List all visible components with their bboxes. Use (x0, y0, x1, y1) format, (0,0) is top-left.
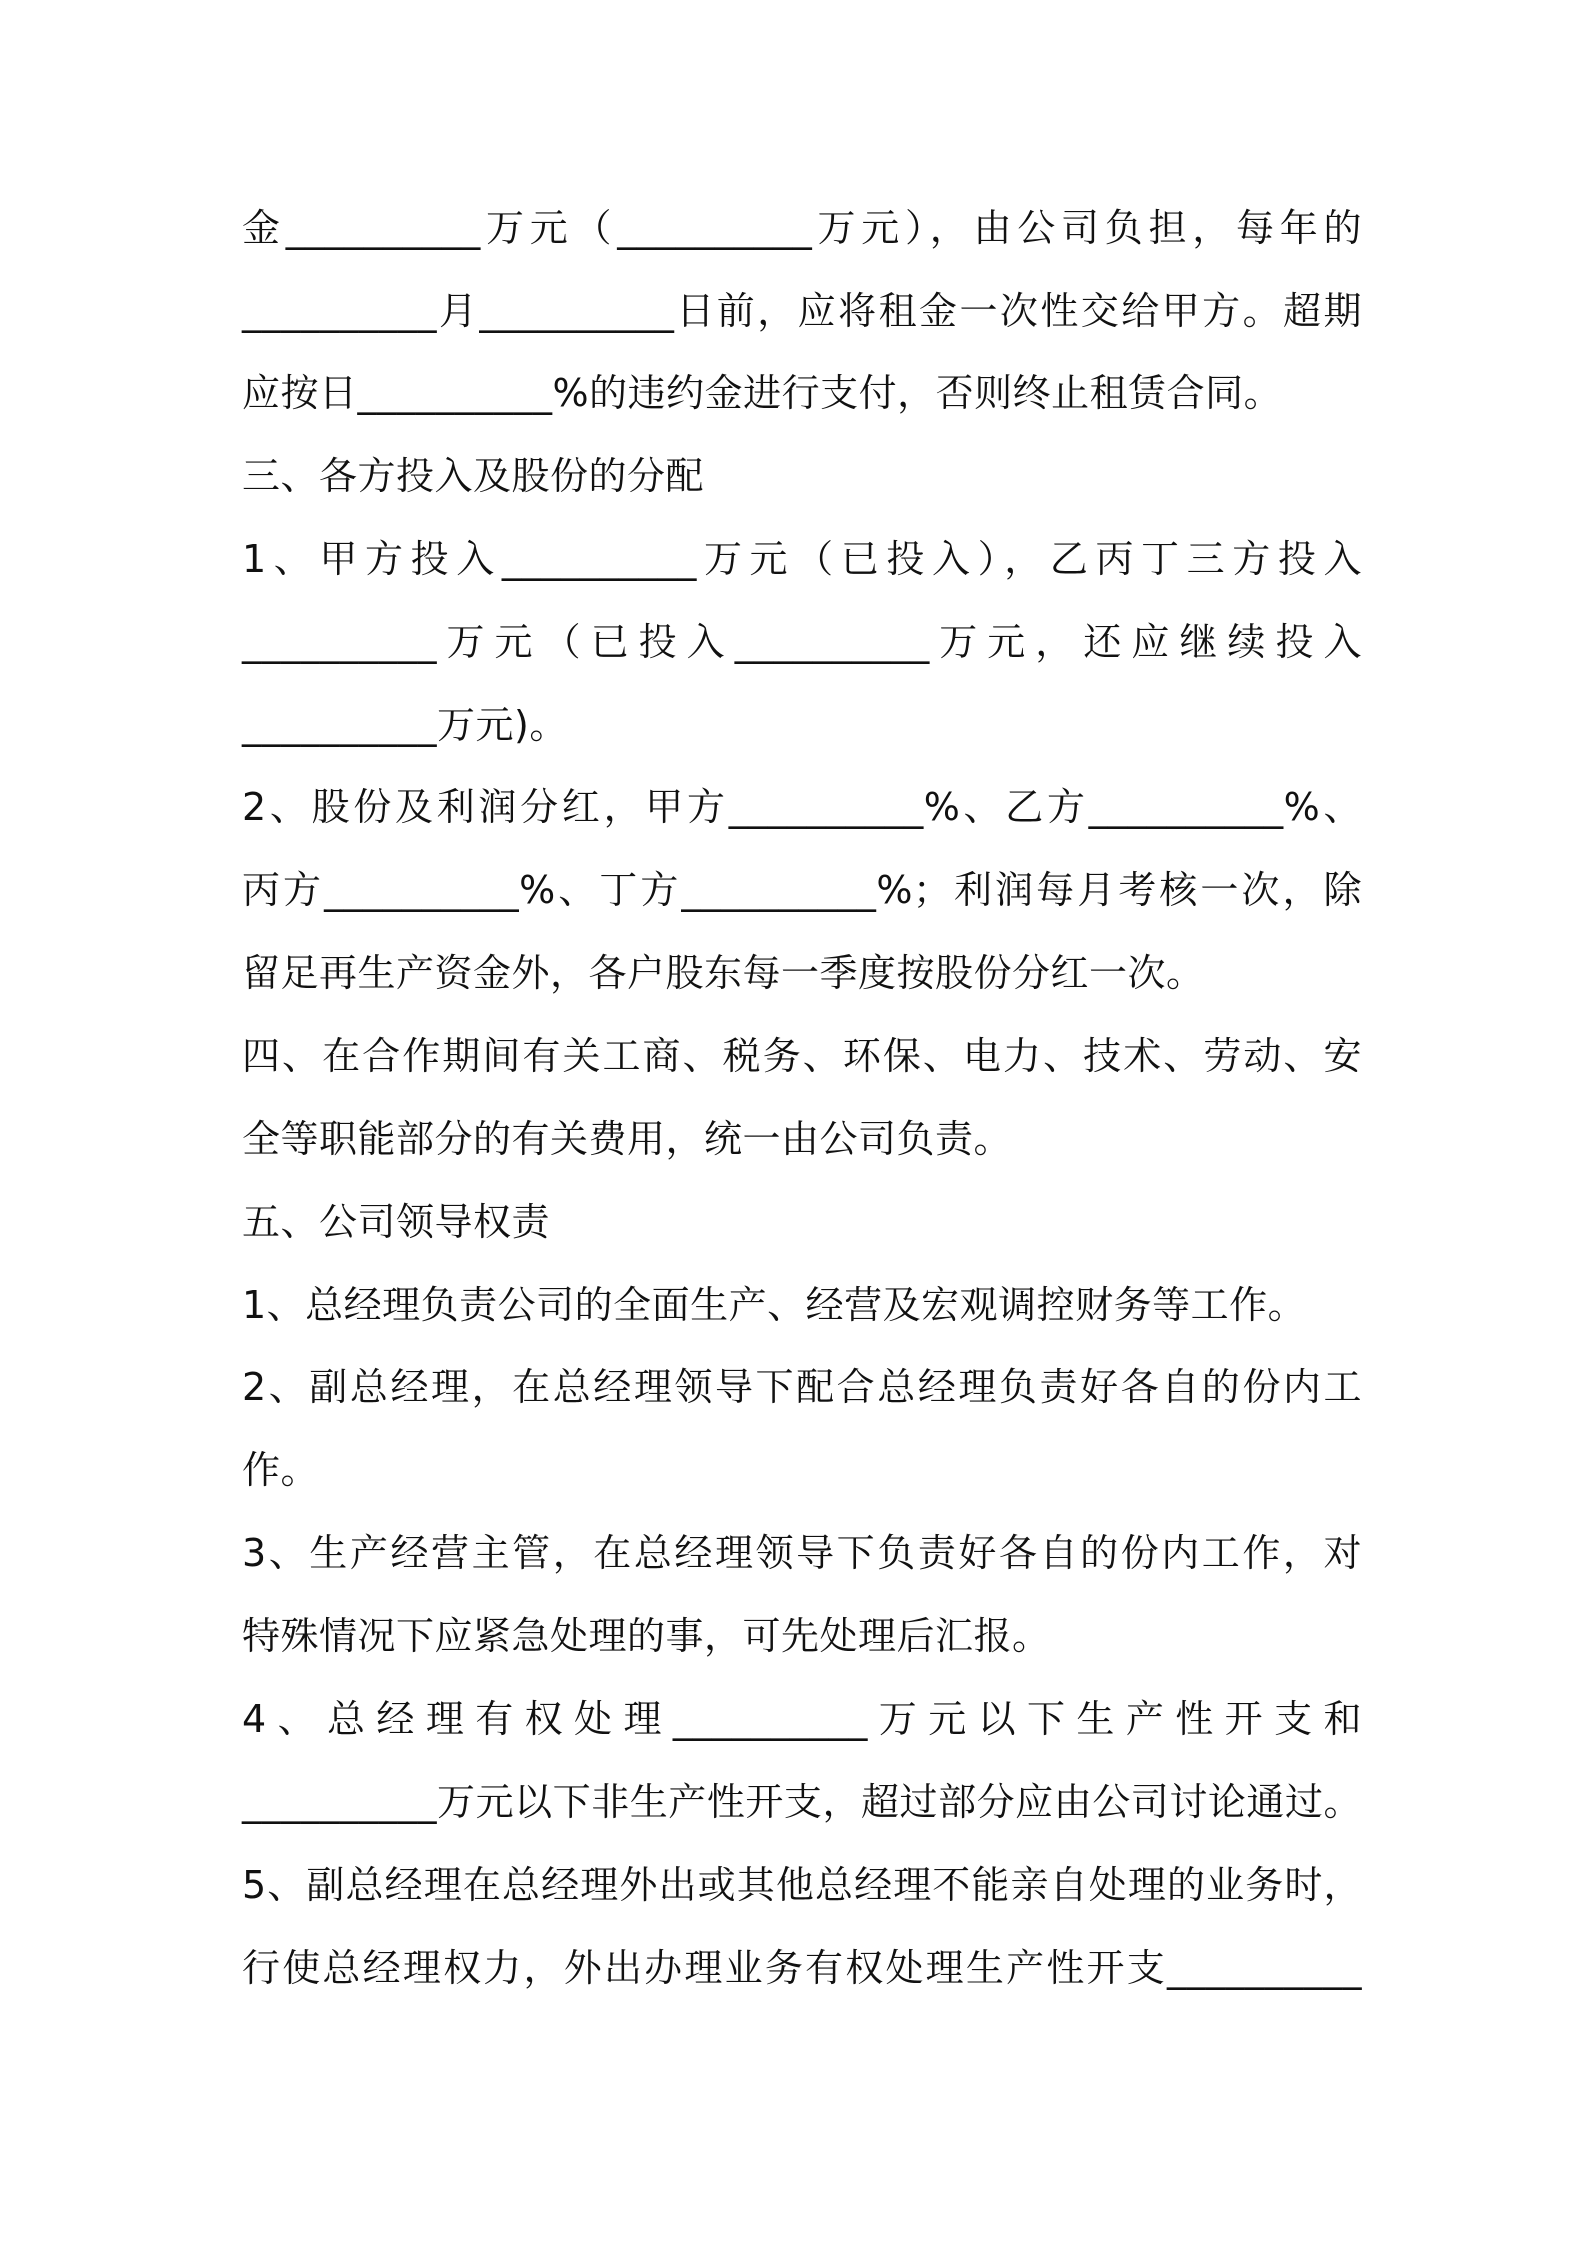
text-line: 全等职能部分的有关费用，统一由公司负责。 (242, 1117, 1013, 1161)
text-line: 特殊情况下应紧急处理的事，可先处理后汇报。 (242, 1614, 1051, 1658)
text-line: 1、总经理负责公司的全面生产、经营及宏观调控财务等工作。 (242, 1283, 1307, 1327)
text-line: 丙方__________%、丁方__________%；利润每月考核一次，除 (242, 868, 1362, 912)
text-line: __________万元)。 (242, 703, 568, 747)
text-line: __________万元以下非生产性开支，超过部分应由公司讨论通过。 (242, 1780, 1362, 1824)
text-line: 应按日__________%的违约金进行支付，否则终止租赁合同。 (242, 371, 1283, 415)
text-line: __________万元（已投入__________万元，还应继续投入 (242, 620, 1362, 664)
text-line: 行使总经理权力，外出办理业务有权处理生产性开支__________ (242, 1946, 1362, 1990)
text-line: 1、甲方投入__________万元（已投入），乙丙丁三方投入 (242, 537, 1362, 581)
text-line: 留足再生产资金外，各户股东每一季度按股份分红一次。 (242, 951, 1205, 995)
text-line: 作。 (242, 1448, 320, 1492)
text-line: 2、副总经理，在总经理领导下配合总经理负责好各自的份内工 (242, 1365, 1362, 1409)
text-line: 四、在合作期间有关工商、税务、环保、电力、技术、劳动、安 (242, 1034, 1362, 1078)
text-line: 4、总经理有权处理__________万元以下生产性开支和 (242, 1697, 1362, 1741)
text-line: 3、生产经营主管，在总经理领导下负责好各自的份内工作，对 (242, 1531, 1362, 1575)
section-heading: 五、公司领导权责 (242, 1200, 551, 1244)
section-heading: 三、各方投入及股份的分配 (242, 454, 705, 498)
text-line: 5、副总经理在总经理外出或其他总经理不能亲自处理的业务时， (242, 1863, 1362, 1907)
text-line: __________月__________日前，应将租金一次性交给甲方。超期 (242, 289, 1362, 333)
text-line: 2、股份及利润分红，甲方__________%、乙方__________%、 (242, 785, 1362, 829)
text-line: 金__________万元（__________万元），由公司负担，每年的 (242, 206, 1362, 250)
